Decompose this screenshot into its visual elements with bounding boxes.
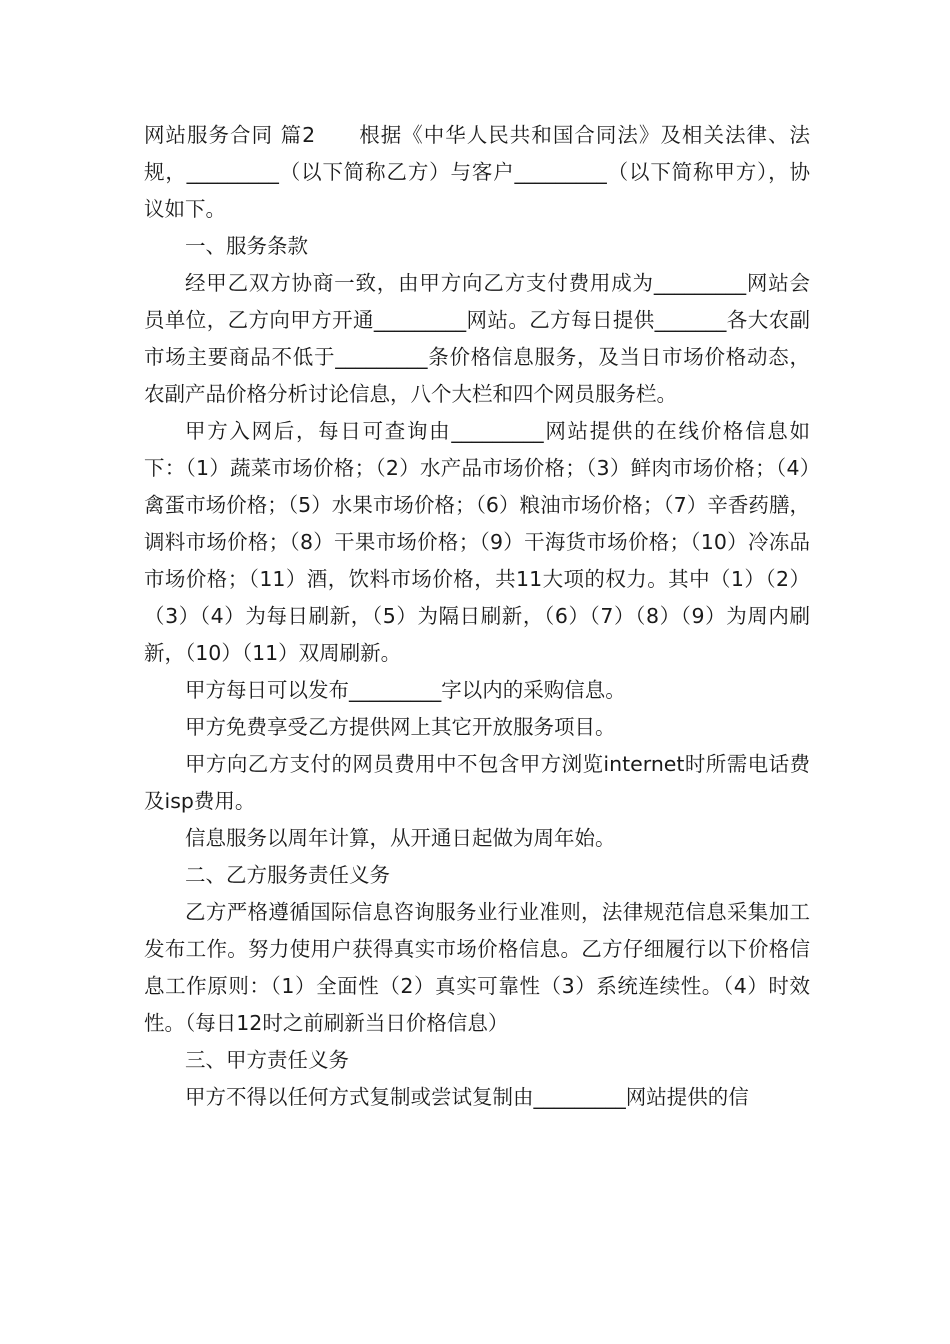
paragraph-party-a-copy-restriction: 甲方不得以任何方式复制或尝试复制由_________网站提供的信 <box>185 1085 749 1109</box>
paragraph-purchase-info: 甲方每日可以发布_________字以内的采购信息。 <box>185 678 626 702</box>
section-heading-party-b-duties: 二、乙方服务责任义务 <box>185 863 390 887</box>
section-heading-service-terms: 一、服务条款 <box>185 234 308 258</box>
paragraph-service-period: 信息服务以周年计算，从开通日起做为周年始。 <box>185 826 616 850</box>
section-heading-party-a-duties: 三、甲方责任义务 <box>185 1048 349 1072</box>
document-body <box>144 117 810 1116</box>
paragraph-party-b-principles: 乙方严格遵循国际信息咨询服务业行业准则，法律规范信息采集加工发布工作。努力使用户获得真实市场价格信息。乙方仔细履行以下价格信息工作原则：（1）全面性（2）真实可靠性（3）系统连续性。（4）时效性。（每日12时之前刷新当日价格信息） <box>144 900 810 1035</box>
paragraph-service-fee: 经甲乙双方协商一致，由甲方向乙方支付费用成为_________网站会员单位，乙方向甲方开通_________网站。乙方每日提供_______各大农副市场主要商品不低于_________条价格信息服务，及当日市场价格动态，农副产品价格分析讨论信息，八个大栏和四个网员服务栏。 <box>144 271 810 406</box>
paragraph-free-services: 甲方免费享受乙方提供网上其它开放服务项目。 <box>185 715 616 739</box>
paragraph-price-info-list: 甲方入网后，每日可查询由_________网站提供的在线价格信息如下：（1）蔬菜市场价格；（2）水产品市场价格；（3）鲜肉市场价格；（4）禽蛋市场价格；（5）水果市场价格；（6）粮油市场价格；（7）辛香药膳，调料市场价格；（8）干果市场价格；（9）干海货市场价格；（10）冷冻品市场价格；（11）酒，饮料市场价格，共11大项的权力。其中（1）（2）（3）（4）为每日刷新，（5）为隔日刷新，（6）（7）（8）（9）为周内刷新，（10）（11）双周刷新。 <box>144 419 810 665</box>
paragraph-intro: 网站服务合同 篇2 根据《中华人民共和国合同法》及相关法律、法规，_________（以下简称乙方）与客户_________（以下简称甲方），协议如下。 <box>144 123 810 221</box>
paragraph-fee-exclusions: 甲方向乙方支付的网员费用中不包含甲方浏览internet时所需电话费及isp费用。 <box>144 752 810 813</box>
